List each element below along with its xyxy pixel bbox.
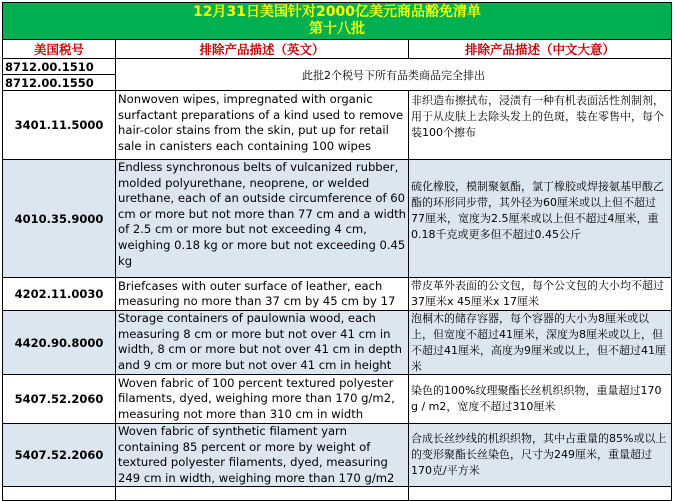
description-zh — [409, 311, 672, 375]
description-zh-text: 硫化橡胶，模制聚氨酯，氯丁橡胶或焊接氨基甲酸乙酯的环形同步带，其外径为60厘米或以上但不超过77厘米，宽度为2.5厘米或以上但不超过4厘米，重0.18千克或更多但不超过0.45公斤 — [411, 179, 664, 241]
title-line-1: 12月31日美国针对2000亿美元商品豁免清单 — [193, 4, 481, 20]
description-zh — [409, 375, 672, 424]
table-row-partial — [3, 487, 672, 501]
description-en — [116, 278, 409, 311]
empty-cell — [116, 487, 409, 501]
description-zh — [409, 160, 672, 278]
exemption-list-table — [2, 2, 672, 501]
table-row — [3, 91, 672, 160]
tariff-code: 4010.35.9000 — [3, 160, 116, 278]
description-en-text: Storage containers of paulownia wood, each measuring 8 cm or more but not over 41 cm in width, 8 cm or more but not over 41 cm in depth and 9 cm or more but not over 41 cm in height — [118, 311, 402, 372]
header-row — [3, 40, 672, 59]
title-line-2: 第十八批 — [309, 21, 365, 37]
description-en-text: Woven fabric of synthetic filament yarn containing 85 percent or more by weight of textured polyester filaments, dyed, measuring 249 cm in width, weighing more than 170 g/m2 — [118, 424, 395, 485]
table-row — [3, 278, 672, 311]
description-en-text: Briefcases with outer surface of leather, each measuring no more than 37 cm by 45 cm by 17 — [118, 278, 396, 309]
empty-cell — [3, 487, 116, 501]
description-zh — [409, 91, 672, 160]
tariff-code: 4202.11.0030 — [3, 278, 116, 311]
tariff-code: 4420.90.8000 — [3, 311, 116, 375]
description-en-text: Nonwoven wipes, impregnated with organic surfactant preparations of a kind used to remove hair-color stains from the skin, put up for retail sale in canisters each containing 100 wipes — [118, 92, 404, 153]
description-en-text: Endless synchronous belts of vulcanized rubber, molded polyurethane, neoprene, or welded urethane, each of an outside circumference of 60 cm or more but not more than 77 cm and a width of 2.5 cm or more but not exceeding 4 cm, weighing 0.18 kg or more but not exceeding 0.45 kg — [118, 160, 406, 268]
header-code: 美国税号 — [3, 40, 116, 59]
header-zh: 排除产品描述（中文大意） — [409, 40, 672, 59]
tariff-code: 5407.52.2060 — [3, 424, 116, 487]
description-en — [116, 311, 409, 375]
description-zh-text: 泡桐木的储存容器，每个容器的大小为8厘米或以上，但宽度不超过41厘米，深度为8厘米或以上，但不超过41厘米，高度为9厘米或以上，但不超过41厘米 — [411, 312, 666, 373]
table-row — [3, 160, 672, 278]
tariff-code: 3401.11.5000 — [3, 91, 116, 160]
batch-note: 此批2个税号下所有品类商品完全排出 — [116, 59, 672, 91]
header-en: 排除产品描述（英文） — [116, 40, 409, 59]
table-row — [3, 375, 672, 424]
description-zh-text: 合成长丝纱线的机织织物，其中占重量的85%或以上的变形聚酯长丝染色，尺寸为249厘米，重量超过170克/平方米 — [411, 432, 667, 477]
table-row — [3, 311, 672, 375]
description-zh — [409, 424, 672, 487]
description-en — [116, 160, 409, 278]
tariff-code: 8712.00.1550 — [3, 75, 116, 91]
description-zh-text: 染色的100%纹理聚酯长丝机织织物，重量超过170 g / m2，宽度不超过310厘米 — [411, 384, 662, 413]
description-zh-text: 非织造布擦拭布，浸渍有一种有机表面活性剂制剂，用于从皮肤上去除头发上的色斑，装在零售中，每个装100个擦布 — [411, 94, 664, 139]
tariff-code: 8712.00.1510 — [3, 59, 116, 75]
tariff-code: 5407.52.2060 — [3, 375, 116, 424]
sheet-title — [3, 3, 672, 40]
description-en — [116, 91, 409, 160]
description-en — [116, 424, 409, 487]
empty-cell — [409, 487, 672, 501]
table-row — [3, 424, 672, 487]
title-row — [3, 3, 672, 40]
description-zh — [409, 278, 672, 311]
batch-row — [3, 59, 672, 75]
description-zh-text: 带皮革外表面的公文包，每个公文包的大小均不超过37厘米x 45厘米x 17厘米 — [411, 279, 664, 308]
description-en-text: Woven fabric of 100 percent textured polyester filaments, dyed, weighing more than 170 g/m2, measuring not more than 310 cm in width — [118, 375, 395, 421]
description-en — [116, 375, 409, 424]
